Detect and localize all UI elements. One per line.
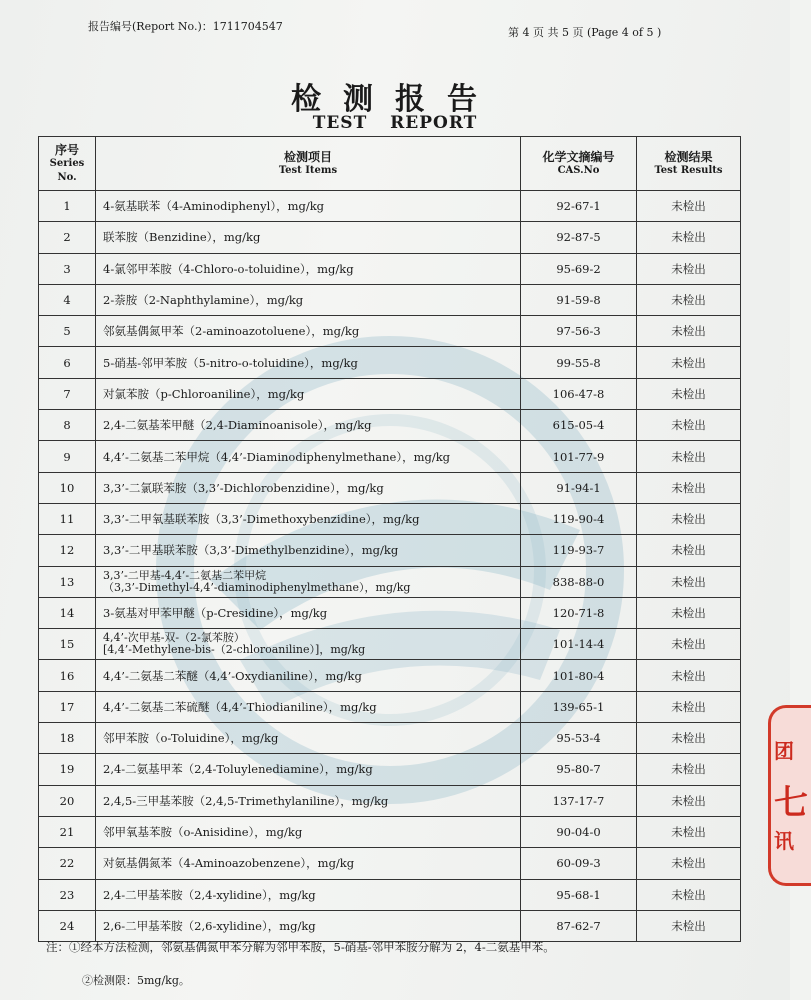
report-number-label: 报告编号(Report No.)： (88, 20, 213, 33)
row-cas-number: 95-80-7 (521, 754, 637, 785)
row-cas-number: 120-71-8 (521, 597, 637, 628)
row-result: 未检出 (637, 785, 741, 816)
row-cas-number: 838-88-0 (521, 566, 637, 597)
table-row (39, 472, 741, 503)
row-result: 未检出 (637, 441, 741, 472)
row-result: 未检出 (637, 284, 741, 315)
row-result: 未检出 (637, 535, 741, 566)
row-result: 未检出 (637, 910, 741, 941)
row-test-item (96, 472, 521, 503)
report-number-value: 1711704547 (212, 20, 283, 33)
header-cas-cn: 化学文摘编号 (542, 149, 615, 164)
title-english: TEST REPORT (312, 113, 478, 133)
header-series (39, 137, 96, 191)
note-detection-limit: ②检测限：5mg/kg。 (82, 974, 190, 987)
row-test-item-line1: 3,3’-二甲基-4,4’-二氨基二苯甲烷 (103, 568, 267, 582)
row-cas-number: 106-47-8 (521, 378, 637, 409)
row-result: 未检出 (637, 723, 741, 754)
row-cas-number: 90-04-0 (521, 816, 637, 847)
header-items-cn: 检测项目 (283, 149, 332, 164)
table-row (39, 253, 741, 284)
header-cas (521, 137, 637, 191)
row-series-no: 16 (39, 660, 96, 691)
row-test-item-line1: 5-硝基-邻甲苯胺（5-nitro-o-toluidine），mg/kg (103, 355, 358, 370)
row-result: 未检出 (637, 816, 741, 847)
row-test-item-line1: 4,4’-二氨基二苯醚（4,4’-Oxydianiline），mg/kg (103, 668, 362, 683)
results-table (38, 136, 741, 942)
table-row (39, 723, 741, 754)
row-cas-number: 119-90-4 (521, 503, 637, 534)
row-test-item-line2: [4,4’-Methylene-bis-（2-chloroaniline）]，mg/kg (103, 643, 366, 657)
row-test-item (96, 816, 521, 847)
table-row (39, 566, 741, 597)
row-cas-number: 101-77-9 (521, 441, 637, 472)
row-test-item-line1: 3-氨基对甲苯甲醚（p-Cresidine），mg/kg (103, 606, 328, 620)
row-test-item-line1: 2,4-二氨基甲苯（2,4-Toluylenediamine），mg/kg (103, 762, 373, 777)
row-test-item (96, 754, 521, 785)
row-cas-number: 60-09-3 (521, 848, 637, 879)
header-results-cn: 检测结果 (664, 149, 713, 164)
table-row (39, 535, 741, 566)
page-info: 第 4 页 共 5 页 (Page 4 of 5 ) (508, 26, 662, 39)
row-result: 未检出 (637, 848, 741, 879)
row-cas-number: 91-94-1 (521, 472, 637, 503)
row-series-no: 4 (39, 284, 96, 315)
row-series-no: 19 (39, 754, 96, 785)
row-test-item-line1: 4-氨基联苯（4-Aminodiphenyl），mg/kg (103, 199, 325, 214)
header-results-en: Test Results (654, 164, 723, 176)
row-test-item-line1: 4,4’-次甲基-双-（2-氯苯胺） (103, 631, 245, 645)
row-test-item-line1: 4-氯邻甲苯胺（4-Chloro-o-toluidine），mg/kg (103, 261, 354, 276)
row-cas-number: 92-87-5 (521, 222, 637, 253)
table-row (39, 691, 741, 722)
row-test-item (96, 723, 521, 754)
table-row (39, 629, 741, 660)
table-row (39, 785, 741, 816)
row-series-no: 6 (39, 347, 96, 378)
row-test-item-line1: 3,3’-二氯联苯胺（3,3’-Dichlorobenzidine），mg/kg (103, 480, 384, 495)
seal-glyph-mid: 七 (774, 783, 808, 823)
row-result: 未检出 (637, 222, 741, 253)
row-test-item (96, 441, 521, 472)
row-test-item (96, 503, 521, 534)
row-series-no: 3 (39, 253, 96, 284)
row-test-item (96, 785, 521, 816)
row-result: 未检出 (637, 597, 741, 628)
row-test-item (96, 848, 521, 879)
table-row (39, 816, 741, 847)
header-series-en2: No. (57, 171, 77, 183)
row-result: 未检出 (637, 253, 741, 284)
header-items-en: Test Items (278, 164, 338, 176)
row-series-no: 12 (39, 535, 96, 566)
row-test-item (96, 378, 521, 409)
row-result: 未检出 (637, 191, 741, 222)
row-result: 未检出 (637, 629, 741, 660)
table-row (39, 378, 741, 409)
header-results (637, 137, 741, 191)
row-result: 未检出 (637, 472, 741, 503)
row-cas-number: 87-62-7 (521, 910, 637, 941)
note-decomposition: 注：①经本方法检测，邻氨基偶氮甲苯分解为邻甲苯胺，5-硝基-邻甲苯胺分解为 2，4-二氨基甲苯。 (46, 940, 555, 954)
row-test-item (96, 535, 521, 566)
row-series-no: 10 (39, 472, 96, 503)
row-series-no: 9 (39, 441, 96, 472)
row-cas-number: 95-53-4 (521, 723, 637, 754)
table-body (39, 191, 741, 942)
table-row (39, 441, 741, 472)
row-cas-number: 119-93-7 (521, 535, 637, 566)
row-series-no: 24 (39, 910, 96, 941)
row-result: 未检出 (637, 410, 741, 441)
row-cas-number: 101-80-4 (521, 660, 637, 691)
row-test-item-line1: 2,6-二甲基苯胺（2,6-xylidine），mg/kg (103, 918, 316, 933)
row-series-no: 18 (39, 723, 96, 754)
row-result: 未检出 (637, 660, 741, 691)
title-chinese: 检测报告 (291, 82, 499, 117)
row-test-item (96, 410, 521, 441)
row-test-item (96, 660, 521, 691)
row-cas-number: 91-59-8 (521, 284, 637, 315)
table-row (39, 660, 741, 691)
row-series-no: 15 (39, 629, 96, 660)
table-row (39, 879, 741, 910)
row-series-no: 5 (39, 316, 96, 347)
row-result: 未检出 (637, 316, 741, 347)
row-cas-number: 101-14-4 (521, 629, 637, 660)
row-cas-number: 95-68-1 (521, 879, 637, 910)
row-test-item (96, 879, 521, 910)
row-test-item (96, 222, 521, 253)
row-test-item (96, 597, 521, 628)
row-cas-number: 137-17-7 (521, 785, 637, 816)
row-cas-number: 99-55-8 (521, 347, 637, 378)
row-series-no: 2 (39, 222, 96, 253)
row-test-item (96, 316, 521, 347)
row-result: 未检出 (637, 754, 741, 785)
table-header-row (39, 137, 741, 191)
table-row (39, 848, 741, 879)
table-row (39, 754, 741, 785)
row-result: 未检出 (637, 503, 741, 534)
header-series-en1: Series (49, 157, 85, 169)
row-series-no: 1 (39, 191, 96, 222)
row-series-no: 17 (39, 691, 96, 722)
row-series-no: 22 (39, 848, 96, 879)
row-cas-number: 97-56-3 (521, 316, 637, 347)
row-series-no: 8 (39, 410, 96, 441)
row-test-item (96, 910, 521, 941)
row-series-no: 21 (39, 816, 96, 847)
row-test-item (96, 253, 521, 284)
row-test-item-line1: 3,3’-二甲氧基联苯胺（3,3’-Dimethoxybenzidine），mg/kg (103, 512, 420, 527)
row-series-no: 7 (39, 378, 96, 409)
table-row (39, 503, 741, 534)
row-series-no: 11 (39, 503, 96, 534)
row-series-no: 13 (39, 566, 96, 597)
row-test-item-line1: 3,3’-二甲基联苯胺（3,3’-Dimethylbenzidine），mg/kg (103, 543, 399, 558)
row-test-item-line2: （3,3’-Dimethyl-4,4’-diaminodiphenylmethane），mg/kg (103, 580, 411, 594)
row-test-item-line1: 邻氨基偶氮甲苯（2-aminoazotoluene），mg/kg (103, 324, 360, 339)
row-test-item-line1: 2,4,5-三甲基苯胺（2,4,5-Trimethylaniline），mg/kg (103, 793, 389, 808)
row-test-item-line1: 对氨基偶氮苯（4-Aminoazobenzene），mg/kg (103, 856, 355, 871)
row-result: 未检出 (637, 879, 741, 910)
header-series-cn: 序号 (54, 142, 79, 157)
header-cas-en: CAS.No (557, 164, 600, 176)
table-row (39, 910, 741, 941)
table-row (39, 316, 741, 347)
row-cas-number: 139-65-1 (521, 691, 637, 722)
row-test-item-line1: 4,4’-二氨基二苯硫醚（4,4’-Thiodianiline），mg/kg (103, 699, 377, 714)
row-cas-number: 615-05-4 (521, 410, 637, 441)
seal-glyph-top: 团 (774, 739, 794, 763)
table-row (39, 191, 741, 222)
table-row (39, 410, 741, 441)
table-row (39, 597, 741, 628)
row-series-no: 14 (39, 597, 96, 628)
row-test-item-line1: 4,4’-二氨基二苯甲烷（4,4’-Diaminodiphenylmethane），mg/kg (103, 449, 451, 464)
row-result: 未检出 (637, 378, 741, 409)
header-test-items (96, 137, 521, 191)
row-cas-number: 95-69-2 (521, 253, 637, 284)
row-test-item-line1: 2,4-二甲基苯胺（2,4-xylidine），mg/kg (103, 887, 316, 902)
row-result: 未检出 (637, 566, 741, 597)
row-test-item (96, 347, 521, 378)
row-test-item (96, 191, 521, 222)
row-test-item (96, 566, 521, 597)
report-number (88, 18, 283, 34)
row-result: 未检出 (637, 347, 741, 378)
row-series-no: 20 (39, 785, 96, 816)
table-row (39, 222, 741, 253)
row-test-item (96, 691, 521, 722)
row-test-item (96, 629, 521, 660)
row-series-no: 23 (39, 879, 96, 910)
row-test-item (96, 284, 521, 315)
seal-glyph-bottom: 讯 (774, 829, 794, 853)
row-test-item-line1: 联苯胺（Benzidine），mg/kg (103, 230, 261, 245)
row-result: 未检出 (637, 691, 741, 722)
row-test-item-line1: 2,4-二氨基苯甲醚（2,4-Diaminoanisole），mg/kg (103, 418, 372, 433)
row-test-item-line1: 邻甲氧基苯胺（o-Anisidine），mg/kg (103, 825, 303, 840)
table-row (39, 347, 741, 378)
row-test-item-line1: 对氯苯胺（p-Chloroaniline），mg/kg (103, 386, 305, 401)
row-test-item-line1: 邻甲苯胺（o-Toluidine），mg/kg (103, 731, 279, 746)
row-test-item-line1: 2-萘胺（2-Naphthylamine），mg/kg (103, 293, 304, 308)
row-cas-number: 92-67-1 (521, 191, 637, 222)
table-row (39, 284, 741, 315)
